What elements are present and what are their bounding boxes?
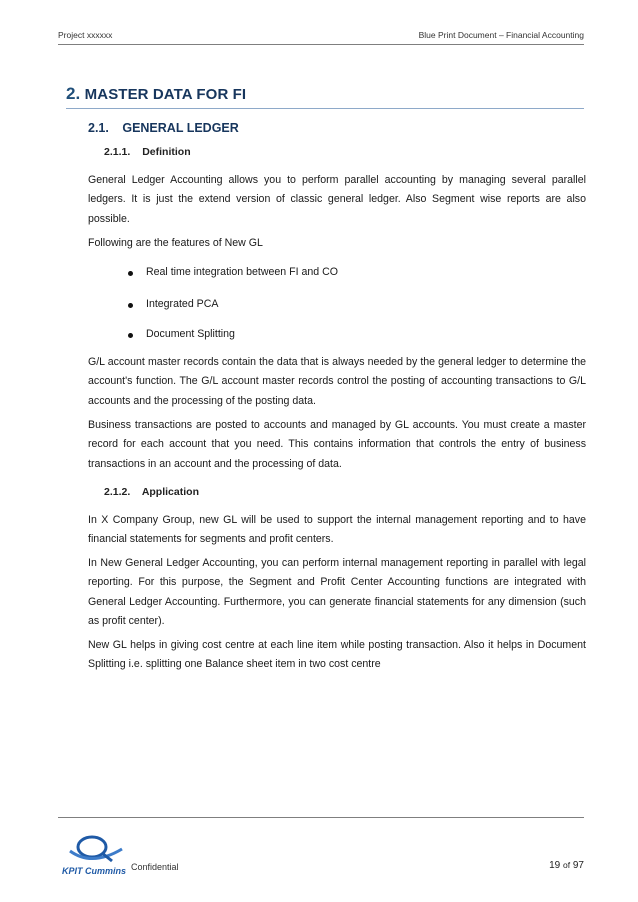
feature-bullet: Document Splitting <box>128 328 235 340</box>
definition-title: Definition <box>142 146 191 158</box>
subsection-title: GENERAL LEDGER <box>122 121 239 135</box>
current-page: 19 <box>549 860 561 871</box>
application-paragraph-1: In X Company Group, new GL will be used to support the internal management reporting and to have financial statements for segments and profit centers. <box>88 514 586 546</box>
subsection-heading <box>88 121 239 135</box>
application-number: 2.1.2. <box>104 486 131 498</box>
application-title: Application <box>141 486 199 498</box>
total-pages: 97 <box>572 860 584 871</box>
application-paragraph-3: New GL helps in giving cost centre at each line item while posting transaction. Also it helps in Document Splitting i.e. splitting one Balance sheet item in two cost centre <box>88 639 586 671</box>
application-heading <box>104 486 199 498</box>
page-number <box>549 860 584 871</box>
header-project: Project xxxxxx <box>58 30 113 40</box>
bullet-dot-icon <box>128 303 133 308</box>
definition-paragraph-2: Following are the features of New GL <box>88 237 263 249</box>
feature-bullet: Integrated PCA <box>128 298 218 310</box>
feature-bullet: Real time integration between FI and CO <box>128 266 338 278</box>
definition-number: 2.1.1. <box>104 146 131 158</box>
definition-paragraph-3: G/L account master records contain the data that is always needed by the general ledger to determine the account's function. The G/L account master records control the posting of accounting transactions to G/L accounts and the processing of the posting data. <box>88 356 586 407</box>
application-paragraph-2: In New General Ledger Accounting, you can perform internal management reporting in parallel with legal reporting. For this purpose, the Segment and Profit Center Accounting functions are integrated with General Ledger Accounting. Furthermore, you can generate financial statements for any dimension (such as profit center). <box>88 557 586 627</box>
definition-heading <box>104 146 191 158</box>
section-heading <box>66 84 246 104</box>
section-title: MASTER DATA FOR FI <box>84 86 247 103</box>
of-label: of <box>563 860 571 870</box>
footer-divider <box>58 817 584 818</box>
bullet-dot-icon <box>128 271 133 276</box>
kpit-cummins-logo <box>62 827 130 877</box>
logo-wordmark: KPIT Cummins <box>62 866 127 876</box>
section-heading-rule <box>66 108 584 109</box>
footer-confidential: Confidential <box>131 862 179 872</box>
header-document-title: Blue Print Document – Financial Accounting <box>418 30 584 40</box>
definition-paragraph-4: Business transactions are posted to accounts and managed by GL accounts. You must create a master record for each account that you need. This contains information that controls the entry of business transactions in an account and the processing of data. <box>88 419 586 470</box>
section-number: 2. <box>66 84 81 103</box>
definition-paragraph-1: General Ledger Accounting allows you to perform parallel accounting by managing several parallel ledgers. It is just the extend version of classic general ledger. Also Segment wise reports are also possible. <box>88 174 586 225</box>
header-divider <box>58 44 584 45</box>
subsection-number: 2.1. <box>88 121 109 135</box>
bullet-dot-icon <box>128 333 133 338</box>
